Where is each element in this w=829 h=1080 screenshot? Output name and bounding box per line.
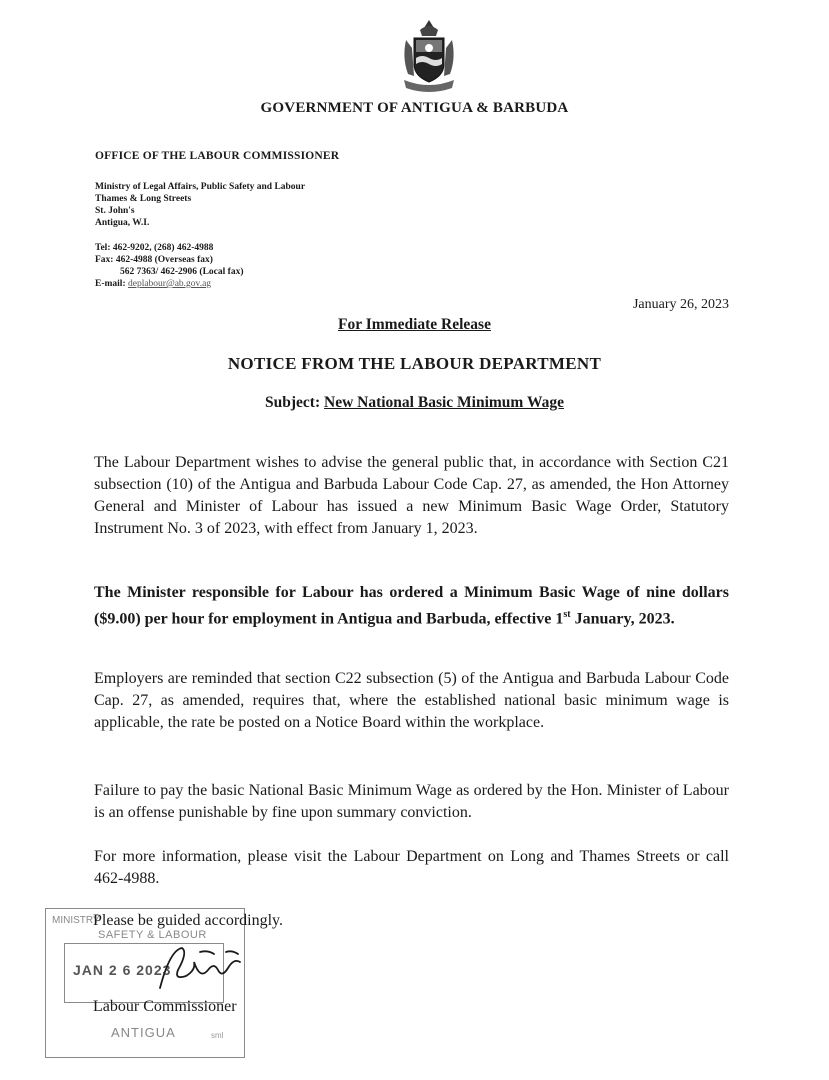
stamp-date: JAN 2 6 2023 <box>73 962 172 978</box>
email-row <box>95 278 244 290</box>
signatory-title: Labour Commissioner <box>93 998 237 1015</box>
fax-local: 562 7363/ 462-2906 (Local fax) <box>120 267 244 277</box>
office-title: OFFICE OF THE LABOUR COMMISSIONER <box>95 150 340 162</box>
address-line: Thames & Long Streets <box>95 194 192 204</box>
closing-line: Please be guided accordingly. <box>93 912 284 929</box>
stamp-department-text: SAFETY & LABOUR <box>98 929 207 941</box>
address-line: St. John's <box>95 206 135 216</box>
telephone: Tel: 462-9202, (268) 462-4988 <box>95 243 214 253</box>
email-label: E-mail: <box>95 279 126 289</box>
contact-info <box>95 242 244 290</box>
stamp-location: ANTIGUA <box>111 1025 176 1040</box>
office-address <box>95 181 305 229</box>
address-line: Ministry of Legal Affairs, Public Safety and Labour <box>95 182 306 192</box>
document-date: January 26, 2023 <box>632 297 729 312</box>
release-heading: For Immediate Release <box>338 316 491 333</box>
subject-label: Subject: <box>265 394 321 411</box>
stamp-mark: sml <box>211 1031 224 1040</box>
paragraph-2-text: The Minister responsible for Labour has ordered a Minimum Basic Wage of nine dollars ($9.00) per hour for employment in Antigua and Barbuda, effective 1 <box>94 584 729 628</box>
paragraph-3: Employers are reminded that section C22 subsection (5) of the Antigua and Barbuda Labour Code Cap. 27, as amended, requires that, where the established national basic minimum wage is applicable, the rate be posted on a Notice Board within the workplace. <box>94 670 729 731</box>
coat-of-arms-icon <box>398 18 460 94</box>
paragraph-4: Failure to pay the basic National Basic Minimum Wage as ordered by the Hon. Minister of Labour is an offense punishable by fine upon summary conviction. <box>94 782 729 821</box>
email-link[interactable]: deplabour@ab.gov.ag <box>127 279 212 289</box>
paragraph-2 <box>94 582 729 630</box>
subject-line <box>0 394 829 412</box>
fax-overseas: Fax: 462-4988 (Overseas fax) <box>95 255 213 265</box>
address-line: Antigua, W.I. <box>95 218 150 228</box>
stamp-ministry-text: MINISTRY <box>52 915 100 926</box>
government-title: GOVERNMENT OF ANTIGUA & BARBUDA <box>260 100 569 116</box>
notice-title: NOTICE FROM THE LABOUR DEPARTMENT <box>227 354 602 373</box>
paragraph-1: The Labour Department wishes to advise the general public that, in accordance with Section C21 subsection (10) of the Antigua and Barbuda Labour Code Cap. 27, as amended, the Hon Attorney General and Minister of Labour has issued a new Minimum Basic Wage Order, Statutory Instrument No. 3 of 2023, with effect from January 1, 2023. <box>94 454 729 537</box>
signature-icon <box>130 940 250 995</box>
paragraph-2-end: January, 2023. <box>570 610 675 628</box>
subject-text: New National Basic Minimum Wage <box>324 394 564 411</box>
paragraph-5: For more information, please visit the Labour Department on Long and Thames Streets or call 462-4988. <box>94 848 729 887</box>
paragraph-2-superscript: st <box>563 609 571 620</box>
